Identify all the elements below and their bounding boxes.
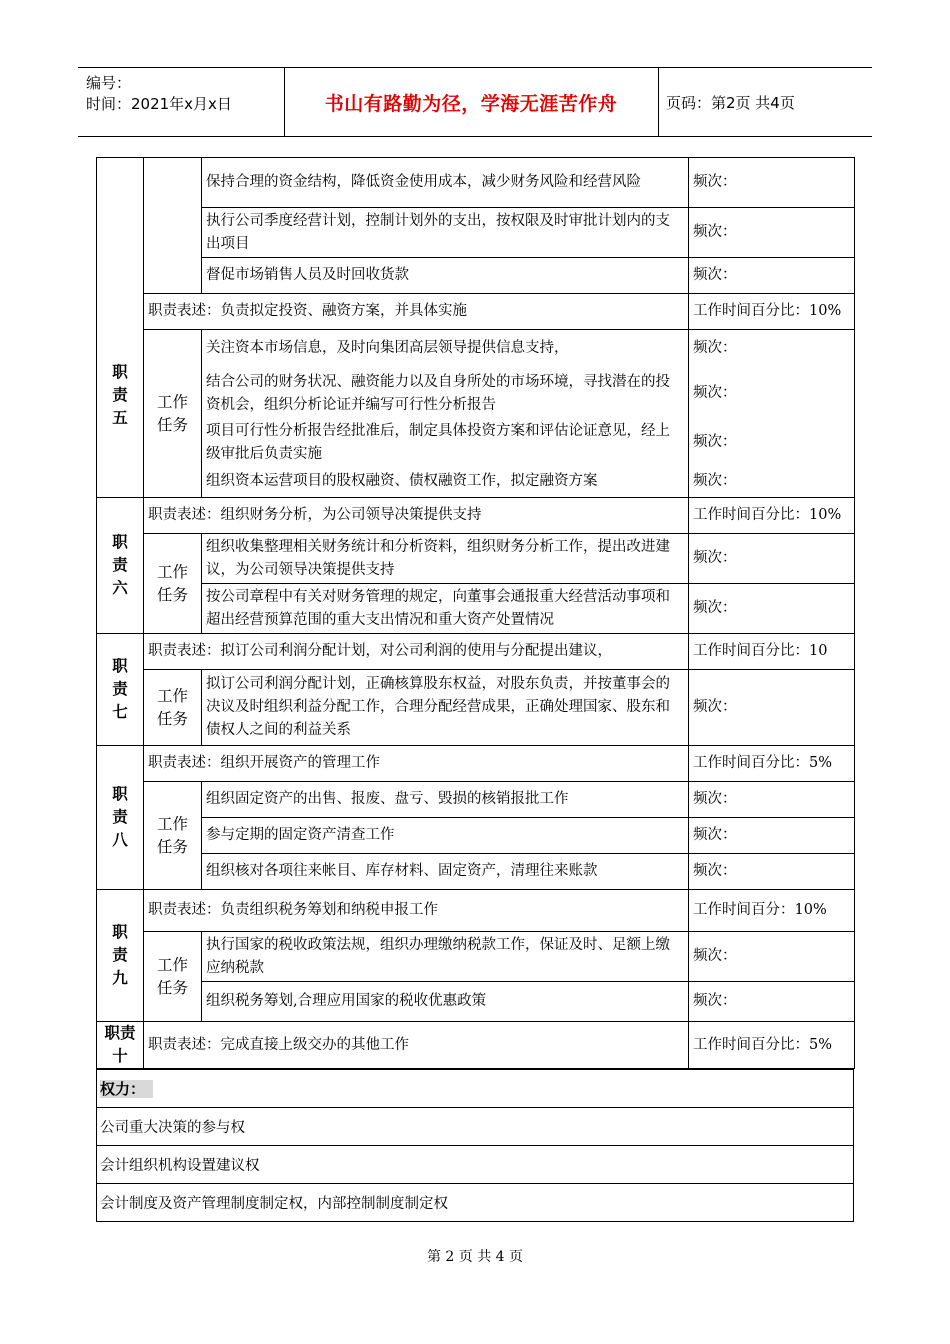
task-text: 参与定期的固定资产清查工作 (202, 818, 689, 854)
task-label: 工作 任务 (144, 782, 202, 890)
table-row (97, 208, 855, 258)
frequency-cell: 频次： (689, 584, 855, 634)
time-percentage: 工作时间百分：10% (689, 890, 855, 932)
time-percentage: 工作时间百分比：10% (689, 498, 855, 534)
duty-description: 职责表述：负责拟定投资、融资方案，并具体实施 (144, 294, 689, 330)
duty-label: 职 责 五 (97, 294, 144, 498)
task-text: 组织核对各项往来帐目、库存材料、固定资产，清理往来账款 (202, 854, 689, 890)
table-row (97, 1184, 854, 1222)
table-row (97, 258, 855, 294)
page-footer: 第 2 页 共 4 页 (426, 1249, 524, 1265)
time-percentage: 工作时间百分比：5% (689, 1022, 855, 1069)
table-row (97, 330, 855, 368)
header-meta (78, 68, 285, 136)
task-text: 组织资本运营项目的股权融资、债权融资工作，拟定融资方案 (202, 466, 689, 498)
frequency-cell: 频次： (689, 420, 855, 466)
duty-label: 职 责 六 (97, 498, 144, 634)
power-heading: 权力： (97, 1070, 854, 1108)
motto-text: 书山有路勤为径，学海无涯苦作舟 (324, 92, 618, 115)
table-row (97, 420, 855, 466)
power-item: 公司重大决策的参与权 (97, 1108, 854, 1146)
table-row (97, 932, 855, 982)
duty-cell-continued (97, 158, 144, 294)
task-text: 组织收集整理相关财务统计和分析资料，组织财务分析工作，提出改进建议，为公司领导决策提供支持 (202, 534, 689, 584)
task-text: 按公司章程中有关对财务管理的规定，向董事会通报重大经营活动事项和超出经营预算范围的重大支出情况和重大资产处置情况 (202, 584, 689, 634)
duty-description: 职责表述：完成直接上级交办的其他工作 (144, 1022, 689, 1069)
frequency-cell: 频次： (689, 982, 855, 1022)
frequency-cell: 频次： (689, 534, 855, 584)
power-item: 会计制度及资产管理制度制定权，内部控制制度制定权 (97, 1184, 854, 1222)
table-row (97, 782, 855, 818)
table-row (97, 1070, 854, 1108)
duty-description: 职责表述：负责组织税务筹划和纳税申报工作 (144, 890, 689, 932)
table-row (97, 584, 855, 634)
table-row (97, 634, 855, 670)
task-cell-continued (144, 158, 202, 294)
document-header (78, 67, 872, 137)
frequency-cell: 频次： (689, 932, 855, 982)
task-text: 项目可行性分析报告经批准后，制定具体投资方案和评估论证意见，经上级审批后负责实施 (202, 420, 689, 466)
time-percentage: 工作时间百分比：10 (689, 634, 855, 670)
task-text: 执行国家的税收政策法规，组织办理缴纳税款工作，保证及时、足额上缴应纳税款 (202, 932, 689, 982)
duty-table (96, 157, 855, 1069)
table-row (97, 498, 855, 534)
frequency-cell: 频次： (689, 368, 855, 420)
frequency-cell: 频次： (689, 466, 855, 498)
table-row (97, 158, 855, 208)
duty-label: 职 责 八 (97, 746, 144, 890)
page-indicator: 页码：第2页 共4页 (666, 93, 795, 112)
table-row (97, 1146, 854, 1184)
frequency-cell: 频次： (689, 158, 855, 208)
duty-label: 职责 十 (97, 1022, 144, 1069)
table-row (97, 1108, 854, 1146)
doc-number-label: 编号： (86, 74, 132, 92)
frequency-cell: 频次： (689, 330, 855, 368)
frequency-cell: 频次： (689, 818, 855, 854)
duty-label: 职 责 七 (97, 634, 144, 746)
table-row (97, 854, 855, 890)
frequency-cell: 频次： (689, 258, 855, 294)
table-row (97, 466, 855, 498)
frequency-cell: 频次： (689, 782, 855, 818)
task-label: 工作 任务 (144, 330, 202, 498)
task-label: 工作 任务 (144, 534, 202, 634)
task-text: 结合公司的财务状况、融资能力以及自身所处的市场环境，寻找潜在的投资机会，组织分析论证并编写可行性分析报告 (202, 368, 689, 420)
task-text: 执行公司季度经营计划，控制计划外的支出，按权限及时审批计划内的支出项目 (202, 208, 689, 258)
duty-label: 职 责 九 (97, 890, 144, 1022)
table-row (97, 890, 855, 932)
frequency-cell: 频次： (689, 854, 855, 890)
task-text: 督促市场销售人员及时回收货款 (202, 258, 689, 294)
header-motto (284, 68, 659, 136)
task-text: 保持合理的资金结构，降低资金使用成本，减少财务风险和经营风险 (202, 158, 689, 208)
frequency-cell: 频次： (689, 670, 855, 746)
duty-description: 职责表述：拟订公司利润分配计划，对公司利润的使用与分配提出建议， (144, 634, 689, 670)
table-row (97, 294, 855, 330)
task-text: 组织固定资产的出售、报废、盘亏、毁损的核销报批工作 (202, 782, 689, 818)
table-row (97, 746, 855, 782)
task-label: 工作 任务 (144, 932, 202, 1022)
power-item: 会计组织机构设置建议权 (97, 1146, 854, 1184)
table-row (97, 670, 855, 746)
time-percentage: 工作时间百分比：10% (689, 294, 855, 330)
duty-description: 职责表述：组织开展资产的管理工作 (144, 746, 689, 782)
task-text: 组织税务筹划,合理应用国家的税收优惠政策 (202, 982, 689, 1022)
table-row (97, 818, 855, 854)
table-row (97, 368, 855, 420)
table-row (97, 1022, 855, 1069)
time-percentage: 工作时间百分比：5% (689, 746, 855, 782)
frequency-cell: 频次： (689, 208, 855, 258)
table-row (97, 534, 855, 584)
date-label: 时间：2021年x月x日 (86, 95, 232, 113)
table-row (97, 982, 855, 1022)
power-table (96, 1069, 854, 1222)
task-label: 工作 任务 (144, 670, 202, 746)
duty-description: 职责表述：组织财务分析，为公司领导决策提供支持 (144, 498, 689, 534)
task-text: 拟订公司利润分配计划，正确核算股东权益，对股东负责，并按董事会的决议及时组织利益分配工作，合理分配经营成果，正确处理国家、股东和债权人之间的利益关系 (202, 670, 689, 746)
task-text: 关注资本市场信息，及时向集团高层领导提供信息支持， (202, 330, 689, 368)
